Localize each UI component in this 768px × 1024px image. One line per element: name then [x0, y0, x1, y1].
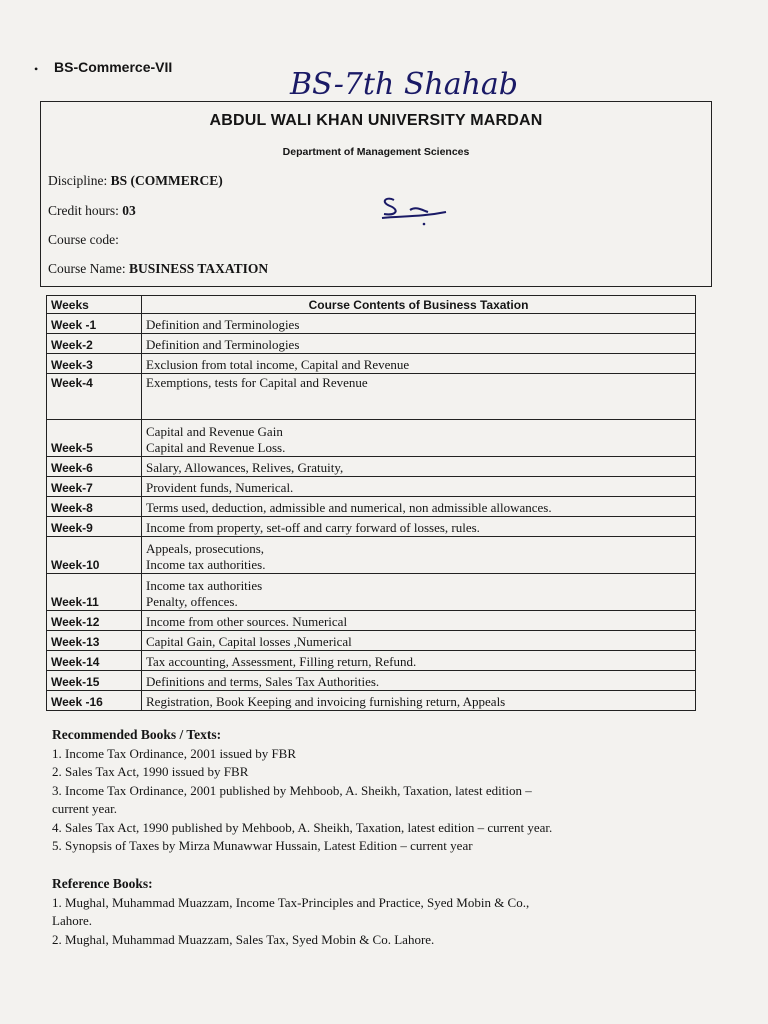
department-name: Department of Management Sciences [282, 146, 470, 158]
list-item: 2. Sales Tax Act, 1990 issued by FBR [52, 764, 249, 779]
course-name-row [48, 261, 268, 277]
table-row [47, 477, 696, 497]
week-content: Salary, Allowances, Relives, Gratuity, [142, 457, 696, 477]
contents-column-header: Course Contents of Business Taxation [142, 296, 696, 314]
table-row [47, 651, 696, 671]
list-item: current year. [52, 801, 117, 816]
week-label: Week-7 [47, 477, 142, 497]
list-item: 5. Synopsis of Taxes by Mirza Munawwar Hussain, Latest Edition – current year [52, 838, 473, 853]
table-row [47, 537, 696, 574]
week-label: Week-11 [47, 574, 142, 611]
course-schedule-table [46, 295, 696, 711]
course-name-label: Course Name: [48, 261, 126, 276]
table-row [47, 457, 696, 477]
week-content: Registration, Book Keeping and invoicing furnishing return, Appeals [142, 691, 696, 711]
credit-hours-value: 03 [122, 203, 136, 218]
discipline-value: BS (COMMERCE) [110, 173, 223, 188]
week-label: Week-12 [47, 611, 142, 631]
table-row [47, 334, 696, 354]
table-row [47, 574, 696, 611]
reference-books-title: Reference Books: [52, 876, 153, 891]
week-content: Capital and Revenue Gain Capital and Revenue Loss. [142, 420, 696, 457]
list-item: 1. Mughal, Muhammad Muazzam, Income Tax-Principles and Practice, Syed Mobin & Co., [52, 894, 530, 910]
week-label: Week-2 [47, 334, 142, 354]
week-label: Week-9 [47, 517, 142, 537]
handwritten-text: BS-7th Shahab [290, 67, 519, 102]
table-row [47, 517, 696, 537]
table-row [47, 611, 696, 631]
recommended-books-title: Recommended Books / Texts: [52, 727, 222, 742]
course-name-value: BUSINESS TAXATION [128, 261, 269, 276]
week-label: Week-15 [47, 671, 142, 691]
course-code-label: Course code: [48, 232, 119, 247]
table-row [47, 497, 696, 517]
list-item: Lahore. [52, 913, 93, 928]
week-content: Capital Gain, Capital losses ,Numerical [142, 631, 696, 651]
week-content: Definition and Terminologies [142, 314, 696, 334]
week-content: Income from property, set-off and carry forward of losses, rules. [142, 517, 696, 537]
credit-hours-row [48, 203, 136, 219]
bullet-mark: • [34, 62, 39, 76]
university-name: ABDUL WALI KHAN UNIVERSITY MARDAN [209, 112, 543, 129]
week-label: Week-10 [47, 537, 142, 574]
week-content: Income tax authorities Penalty, offences. [142, 574, 696, 611]
week-label: Week-6 [47, 457, 142, 477]
list-item: 3. Income Tax Ordinance, 2001 published by Mehboob, A. Sheikh, Taxation, latest edition – [52, 782, 532, 798]
table-row [47, 314, 696, 334]
week-content: Definitions and terms, Sales Tax Authorities. [142, 671, 696, 691]
week-content: Exemptions, tests for Capital and Revenue [142, 374, 696, 420]
recommended-books-section [52, 726, 732, 856]
course-code-row [48, 232, 119, 248]
week-label: Week-5 [47, 420, 142, 457]
reference-books-section [52, 875, 732, 949]
weeks-column-header: Weeks [47, 296, 142, 314]
week-label: Week-14 [47, 651, 142, 671]
table-row [47, 374, 696, 420]
week-content: Income from other sources. Numerical [142, 611, 696, 631]
week-label: Week-8 [47, 497, 142, 517]
signature-mark [376, 192, 456, 232]
course-header-box [40, 101, 712, 287]
week-label: Week-13 [47, 631, 142, 651]
week-content: Appeals, prosecutions, Income tax authorities. [142, 537, 696, 574]
week-label: Week -16 [47, 691, 142, 711]
list-item: 2. Mughal, Muhammad Muazzam, Sales Tax, Syed Mobin & Co. Lahore. [52, 931, 435, 947]
discipline-label: Discipline: [48, 173, 108, 188]
week-content: Tax accounting, Assessment, Filling return, Refund. [142, 651, 696, 671]
table-row [47, 631, 696, 651]
week-content: Definition and Terminologies [142, 334, 696, 354]
week-label: Week -1 [47, 314, 142, 334]
course-level-label: BS-Commerce-VII [54, 59, 173, 75]
list-item: 1. Income Tax Ordinance, 2001 issued by FBR [52, 745, 297, 761]
week-content: Exclusion from total income, Capital and Revenue [142, 354, 696, 374]
table-row [47, 671, 696, 691]
week-content: Provident funds, Numerical. [142, 477, 696, 497]
week-label: Week-4 [47, 374, 142, 420]
list-item: 4. Sales Tax Act, 1990 published by Mehboob, A. Sheikh, Taxation, latest edition – current year. [52, 819, 553, 835]
credit-hours-label: Credit hours: [48, 203, 119, 218]
table-row [47, 691, 696, 711]
table-row [47, 420, 696, 457]
week-label: Week-3 [47, 354, 142, 374]
week-content: Terms used, deduction, admissible and numerical, non admissible allowances. [142, 497, 696, 517]
table-row [47, 354, 696, 374]
discipline-row [48, 173, 223, 189]
